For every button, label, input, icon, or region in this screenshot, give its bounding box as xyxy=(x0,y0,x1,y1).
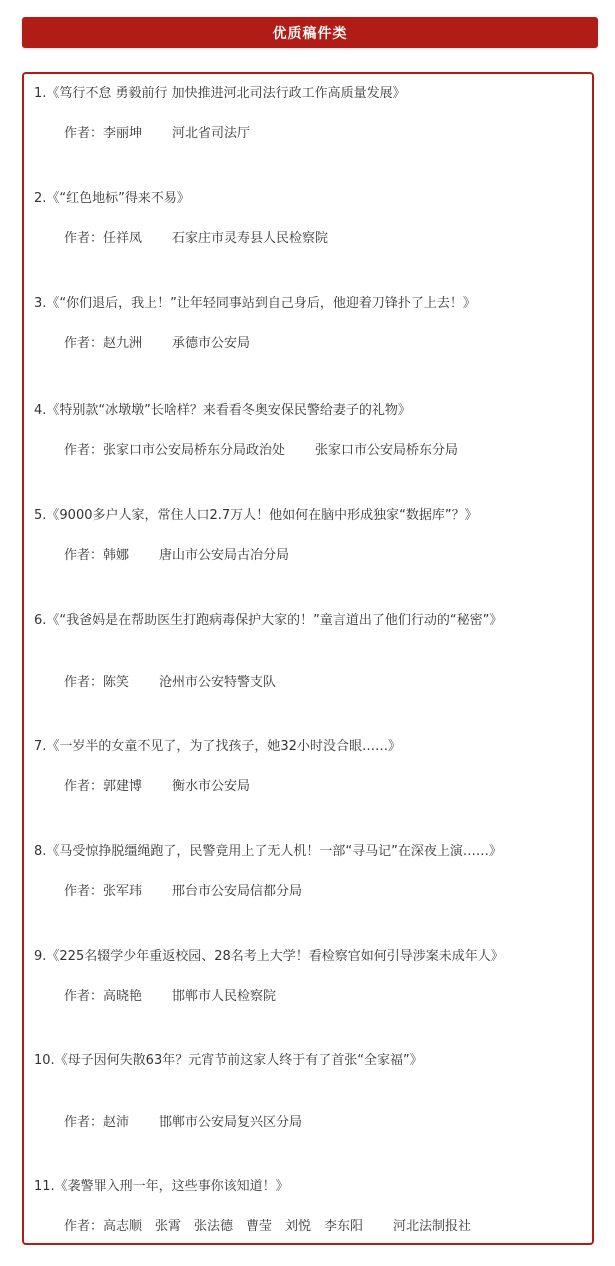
list-item xyxy=(34,399,586,458)
author-name: 作者：李丽坤 xyxy=(64,126,143,141)
list-item xyxy=(34,609,586,690)
article-byline xyxy=(34,1217,471,1237)
author-organization: 承德市公安局 xyxy=(172,336,251,351)
author-name: 作者：陈笑 xyxy=(64,675,130,690)
list-item xyxy=(34,1175,586,1234)
author-organization: 邢台市公安局信都分局 xyxy=(172,884,303,899)
author-name: 作者：高晓艳 xyxy=(64,989,143,1004)
article-title: 3.《“你们退后，我上！”让年轻同事站到自己身后，他迎着刀锋扑了上去！》 xyxy=(34,296,476,311)
article-byline xyxy=(34,987,276,1007)
article-title: 7.《一岁半的女童不见了，为了找孩子，她32小时没合眼……》 xyxy=(34,739,401,754)
author-organization: 沧州市公安特警支队 xyxy=(159,675,277,690)
article-byline xyxy=(34,124,250,144)
author-name: 作者：高志顺 张霄 张法德 曹莹 刘悦 李东阳 xyxy=(64,1219,364,1234)
list-item xyxy=(34,504,586,563)
author-organization: 邯郸市人民检察院 xyxy=(172,989,277,1004)
author-organization: 河北法制报社 xyxy=(393,1219,472,1234)
list-item xyxy=(34,292,586,351)
article-title: 1.《笃行不怠 勇毅前行 加快推进河北司法行政工作高质量发展》 xyxy=(34,86,406,101)
article-byline xyxy=(34,441,458,461)
article-byline xyxy=(34,334,250,354)
author-organization: 张家口市公安局桥东分局 xyxy=(315,443,459,458)
article-list xyxy=(22,72,594,1245)
author-organization: 衡水市公安局 xyxy=(172,779,251,794)
author-name: 作者：赵沛 xyxy=(64,1115,130,1130)
list-item xyxy=(34,82,586,141)
article-byline xyxy=(34,229,328,249)
author-name: 作者：任祥凤 xyxy=(64,231,143,246)
list-item xyxy=(34,1049,586,1130)
article-title: 8.《马受惊挣脱缰绳跑了，民警竟用上了无人机！一部“寻马记”在深夜上演……》 xyxy=(34,844,502,859)
author-name: 作者：韩娜 xyxy=(64,548,130,563)
article-title: 9.《225名辍学少年重返校园、28名考上大学！看检察官如何引导涉案未成年人》 xyxy=(34,949,504,964)
section-title: 优质稿件类 xyxy=(272,25,348,42)
author-name: 作者：张家口市公安局桥东分局政治处 xyxy=(64,443,286,458)
author-organization: 邯郸市公安局复兴区分局 xyxy=(159,1115,303,1130)
article-title: 5.《9000多户人家，常住人口2.7万人！他如何在脑中形成独家“数据库”？》 xyxy=(34,508,478,523)
author-organization: 石家庄市灵寿县人民检察院 xyxy=(172,231,329,246)
list-item xyxy=(34,187,586,246)
author-name: 作者：郭建博 xyxy=(64,779,143,794)
author-name: 作者：赵九洲 xyxy=(64,336,143,351)
article-byline xyxy=(34,1113,302,1133)
section-header xyxy=(22,17,598,48)
author-organization: 河北省司法厅 xyxy=(172,126,251,141)
author-organization: 唐山市公安局古冶分局 xyxy=(159,548,290,563)
article-title: 10.《母子因何失散63年？元宵节前这家人终于有了首张“全家福”》 xyxy=(34,1053,423,1068)
article-byline xyxy=(34,546,289,566)
article-title: 4.《特别款“冰墩墩”长啥样？来看看冬奥安保民警给妻子的礼物》 xyxy=(34,403,411,418)
article-title: 11.《袭警罪入刑一年，这些事你该知道！》 xyxy=(34,1179,289,1194)
author-name: 作者：张军玮 xyxy=(64,884,143,899)
article-byline xyxy=(34,777,250,797)
list-item xyxy=(34,840,586,899)
article-title: 6.《“我爸妈是在帮助医生打跑病毒保护大家的！”童言道出了他们行动的“秘密”》 xyxy=(34,613,503,628)
list-item xyxy=(34,945,586,1004)
article-byline xyxy=(34,882,302,902)
list-item xyxy=(34,735,586,794)
article-title: 2.《“红色地标”得来不易》 xyxy=(34,191,190,206)
article-byline xyxy=(34,673,276,693)
